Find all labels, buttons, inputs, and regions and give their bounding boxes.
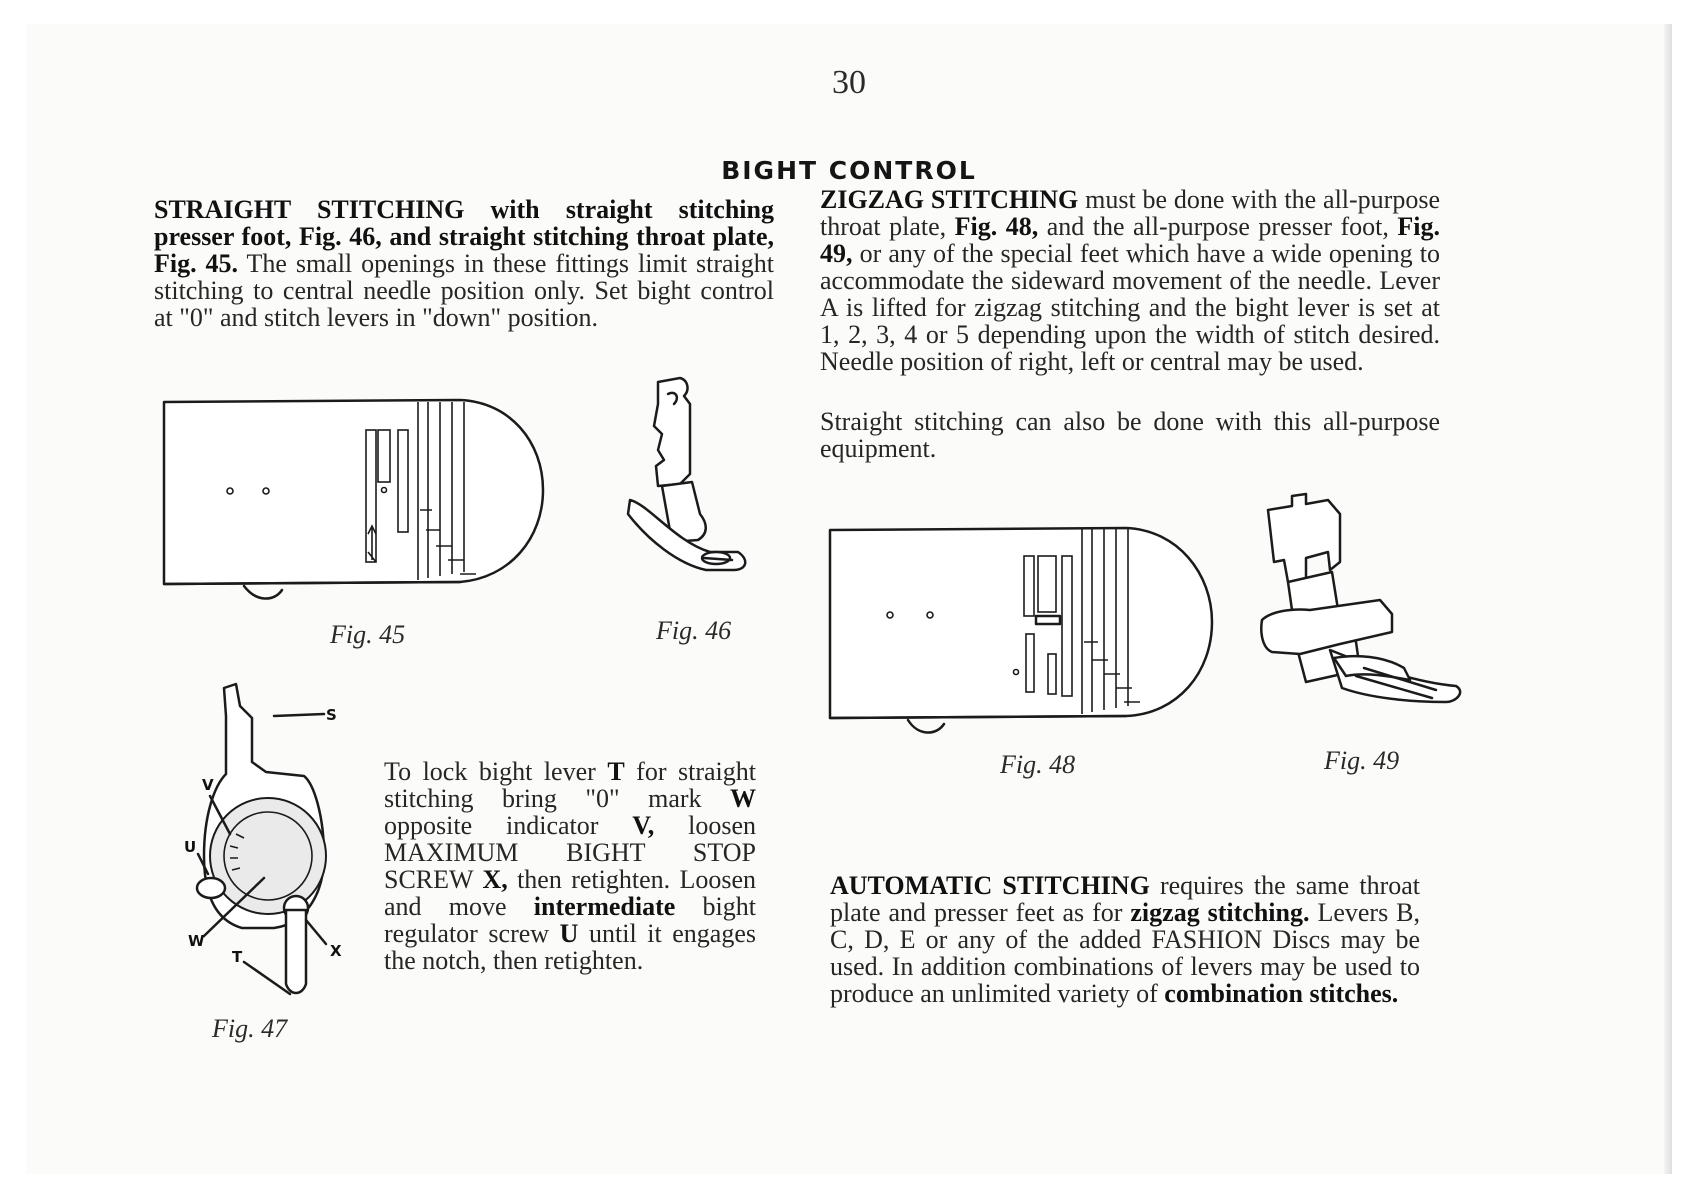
lock-text-1: To lock bight lever — [384, 757, 608, 786]
lock-text-2: for straight stitching bring "0" mark — [384, 757, 756, 813]
all-purpose-paragraph: Straight stitching can also be done with this all-purpose equipment. — [820, 407, 1440, 463]
zigzag-text-1: must be done with the all-purpose throat plate, — [820, 185, 1440, 241]
straight-stitching-heading: STRAIGHT STITCHING with straight stitching presser foot, Fig. 46, and straight stitching throat plate, Fig. 45. — [154, 195, 774, 278]
automatic-text-2: Levers B, C, D, E or any of the added FASHION Discs may be used. In addition combinations of levers may be used to produce an unlimited variety of — [830, 898, 1420, 1008]
lock-text-4: loosen MAXIMUM BIGHT STOP SCREW — [384, 811, 757, 894]
fig45-caption: Fig. 45 — [330, 620, 406, 649]
fig47-label-w: W — [188, 932, 205, 950]
lock-label-u: U — [559, 919, 579, 948]
lock-label-w: W — [730, 784, 756, 813]
section-title: BIGHT CONTROL — [721, 156, 977, 185]
lock-label-x: X, — [482, 865, 508, 894]
page-number: 30 — [832, 64, 866, 101]
lock-text-5: then retighten. Loosen and move — [384, 865, 756, 921]
automatic-zigzag-bold: zigzag stitching. — [1130, 898, 1310, 927]
lock-intermediate: intermediate — [533, 892, 676, 921]
automatic-stitching-paragraph — [830, 872, 1420, 1007]
fig47-label-u: U — [184, 838, 197, 856]
straight-stitching-body: The small openings in these fittings limit straight stitching to central needle position only. Set bight control at "0" and stitch levers in "down" position. — [154, 249, 774, 332]
fig47-caption: Fig. 47 — [212, 1014, 288, 1043]
lock-text-7: until it engages the notch, then retighten. — [384, 919, 757, 975]
fig49-reference: Fig. 49, — [820, 212, 1440, 268]
manual-page — [26, 24, 1672, 1174]
fig48-reference: Fig. 48, — [954, 212, 1039, 241]
zigzag-stitching-paragraph — [820, 186, 1440, 375]
zigzag-stitching-heading: ZIGZAG STITCHING — [820, 185, 1079, 214]
fig47-label-v: V — [202, 776, 214, 794]
lock-label-t: T — [607, 757, 625, 786]
fig47-label-x: X — [330, 942, 342, 960]
fig49-caption: Fig. 49 — [1324, 746, 1400, 775]
lock-bight-lever-paragraph — [384, 758, 756, 974]
fig48-caption: Fig. 48 — [1000, 750, 1076, 779]
lock-text-3: opposite indicator — [384, 811, 633, 840]
lock-label-v: V, — [632, 811, 655, 840]
straight-stitching-paragraph — [154, 196, 774, 331]
automatic-combination-bold: combination stitches. — [1164, 979, 1399, 1008]
fig47-bight-control-dial-illustration — [174, 666, 364, 1006]
fig45-throat-plate-illustration — [160, 390, 550, 610]
automatic-text-1: requires the same throat plate and presser feet as for — [830, 871, 1420, 927]
fig46-caption: Fig. 46 — [656, 616, 732, 645]
zigzag-text-3: or any of the special feet which have a wide opening to accommodate the sideward movement of the needle. Lever A is lifted for zigzag stitching and the bight lever is set at 1, 2, 3, 4 or 5 depending upon the width of stitch desired. Needle position of right, left or central may be used. — [820, 239, 1440, 376]
lock-text-6: bight regulator screw — [384, 892, 756, 948]
fig46-presser-foot-illustration — [618, 374, 758, 604]
fig47-label-t: T — [232, 948, 243, 966]
automatic-stitching-heading: AUTOMATIC STITCHING — [830, 871, 1150, 900]
fig48-throat-plate-illustration — [826, 522, 1221, 747]
scan-edge-shadow — [1664, 24, 1672, 1174]
fig49-presser-foot-illustration — [1260, 492, 1465, 722]
fig47-label-s: S — [326, 706, 337, 724]
zigzag-text-2: and the all-purpose presser foot, — [1038, 212, 1398, 241]
